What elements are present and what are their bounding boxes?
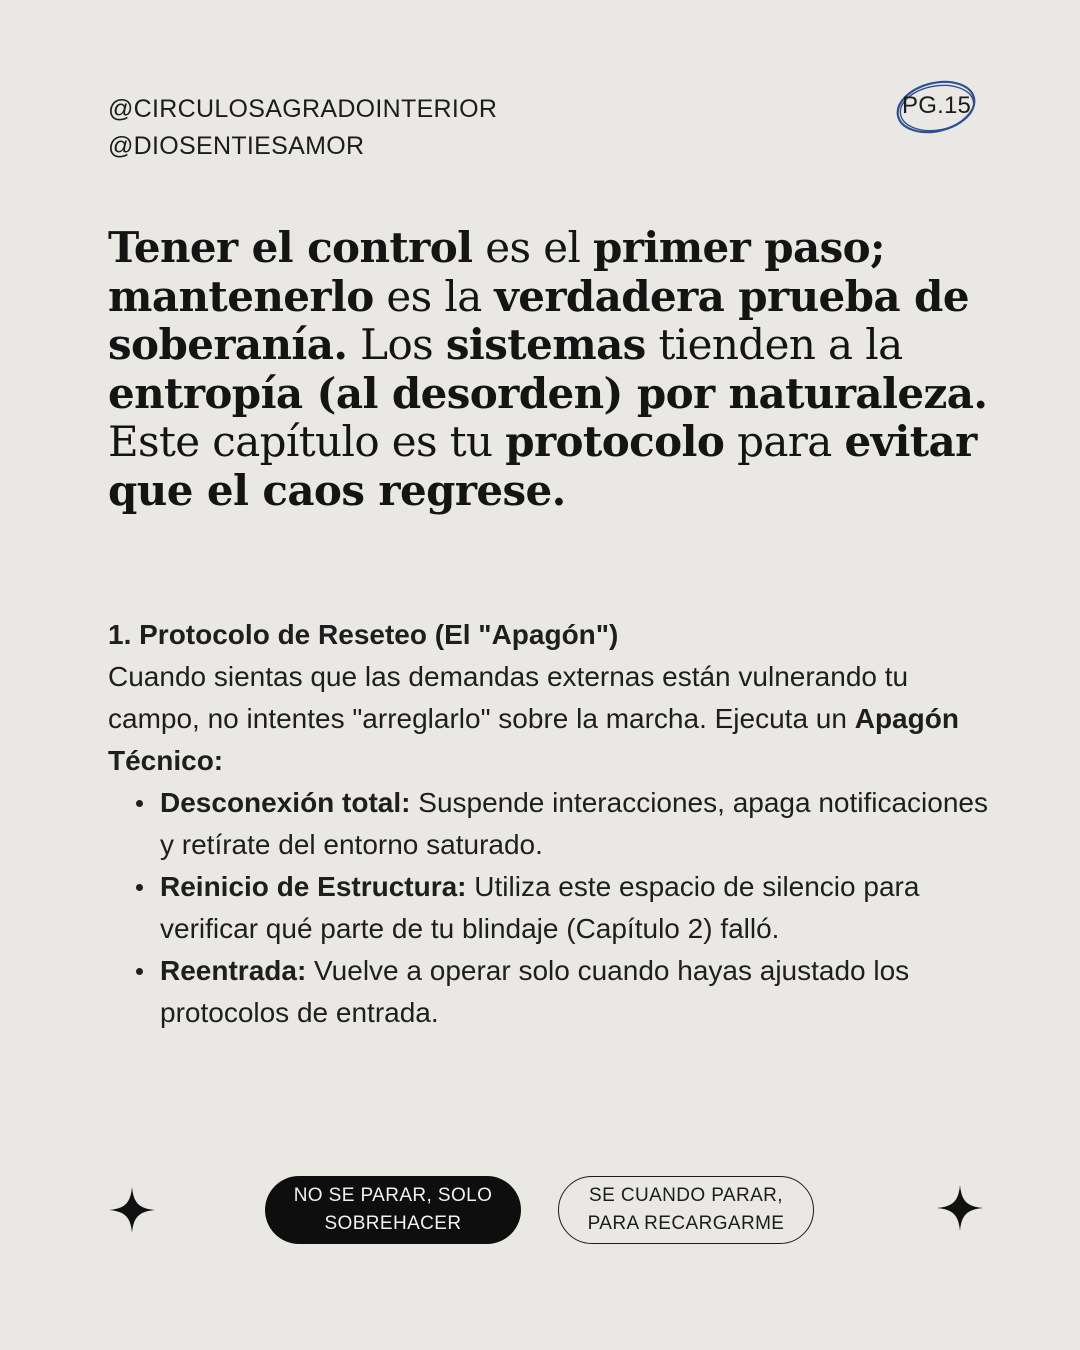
bullet-text: Vuelve a operar solo cuando hayas ajustado los protocolos de entrada. bbox=[160, 955, 910, 1028]
headline-seg-1: es el bbox=[472, 223, 594, 272]
pill-light-line-2: PARA RECARGARME bbox=[587, 1213, 785, 1234]
headline-seg-6: verdadera prueba de soberanía. bbox=[108, 271, 969, 369]
bullet-label: Reinicio de Estructura: bbox=[160, 871, 467, 902]
headline-seg-10: entropía (al desorden) por naturaleza. bbox=[108, 368, 988, 418]
pill-dark-line-2: SOBREHACER bbox=[324, 1213, 462, 1234]
headline bbox=[108, 224, 988, 515]
pill-dark-line-1: NO SE PARAR, SOLO bbox=[293, 1185, 493, 1206]
list-item bbox=[160, 866, 988, 950]
headline-seg-9: tienden a la bbox=[645, 320, 903, 369]
headline-seg-2: primer paso; bbox=[593, 223, 885, 272]
pill-light-line-1: SE CUANDO PARAR, bbox=[589, 1185, 783, 1206]
page-number: PG.15 bbox=[902, 92, 972, 119]
section-intro-text: Cuando sientas que las demandas externas están vulnerando tu campo, no intentes "arreglarlo" sobre la marcha. Ejecuta un bbox=[108, 661, 909, 734]
headline-seg-14: evitar que el caos regrese. bbox=[108, 417, 977, 515]
bullet-text: Suspende interacciones, apaga notificaciones y retírate del entorno saturado. bbox=[160, 787, 988, 860]
handle-diosenti[interactable]: @DIOSENTIESAMOR bbox=[108, 132, 365, 160]
pill-se-cuando-parar[interactable] bbox=[558, 1176, 814, 1244]
pill-no-se-parar[interactable] bbox=[265, 1176, 521, 1244]
protocol-steps-list bbox=[108, 782, 988, 1034]
section-intro-bold: Apagón Técnico: bbox=[108, 703, 959, 776]
headline-seg-11: Este capítulo es tu bbox=[108, 417, 506, 466]
list-item bbox=[160, 782, 988, 866]
list-item bbox=[160, 950, 988, 1034]
section-intro bbox=[108, 656, 988, 782]
headline-seg-7: Los bbox=[347, 320, 446, 369]
headline-seg-0: Tener el control bbox=[108, 223, 473, 272]
headline-seg-12: protocolo bbox=[505, 417, 725, 466]
bullet-label: Desconexión total: bbox=[160, 787, 411, 818]
headline-seg-8: sistemas bbox=[445, 320, 646, 369]
section-title: 1. Protocolo de Reseteo (El "Apagón") bbox=[108, 619, 619, 650]
headline-seg-4: mantenerlo bbox=[108, 271, 374, 321]
headline-seg-5: es la bbox=[373, 271, 495, 321]
headline-seg-13: para bbox=[724, 417, 845, 466]
account-handles bbox=[108, 91, 497, 165]
bullet-text: Utiliza este espacio de silencio para verificar qué parte de tu blindaje (Capítulo 2) falló. bbox=[160, 871, 920, 944]
sparkle-icon bbox=[108, 1186, 156, 1234]
page-number-badge bbox=[892, 78, 982, 138]
handle-circulo[interactable]: @CIRCULOSAGRADOINTERIOR bbox=[108, 95, 498, 123]
sparkle-icon bbox=[936, 1184, 984, 1232]
bullet-label: Reentrada: bbox=[160, 955, 307, 986]
protocol-section bbox=[108, 614, 988, 1034]
